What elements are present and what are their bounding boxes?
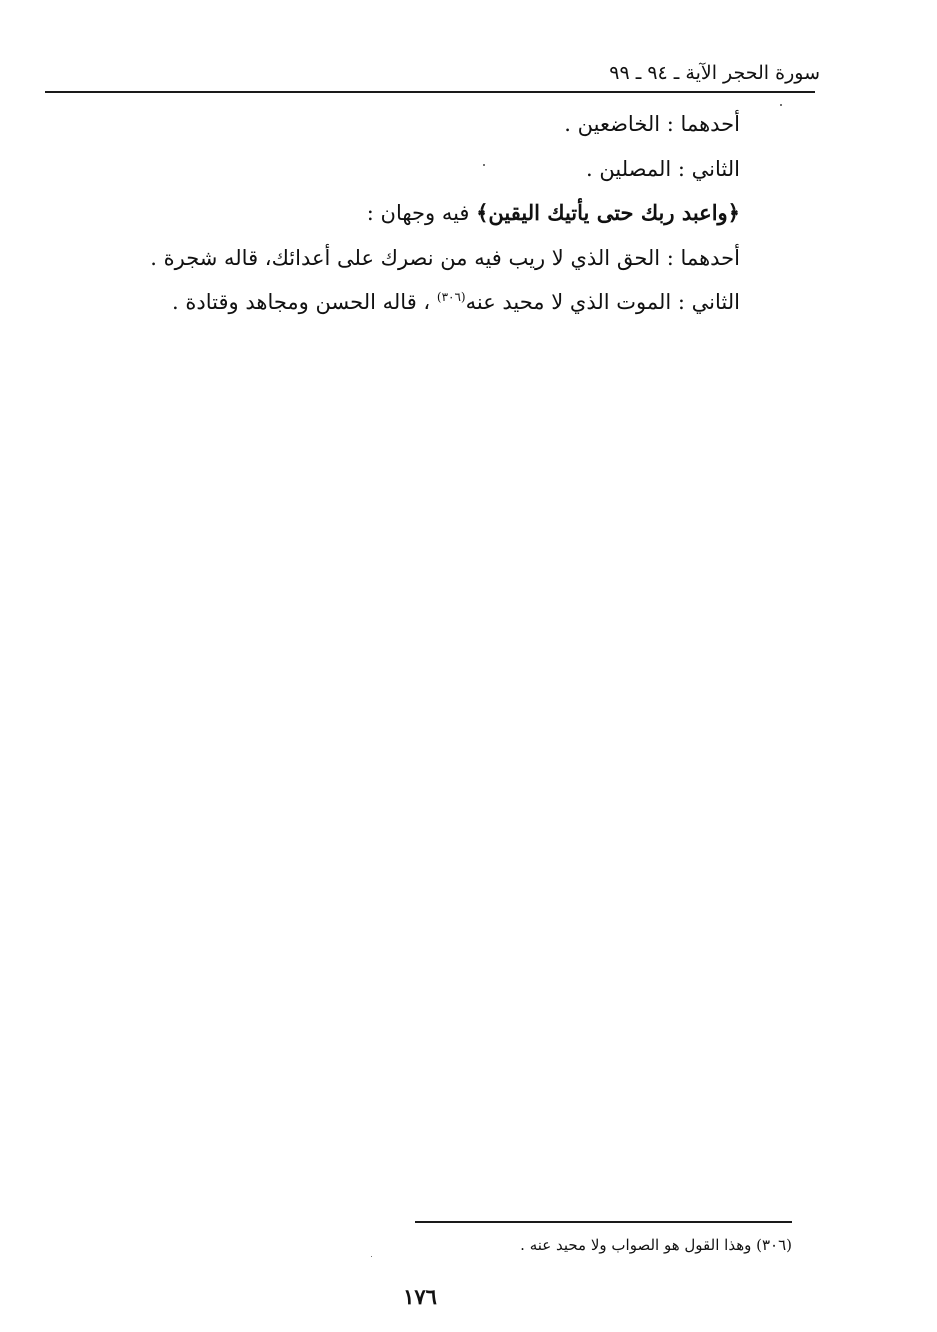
body-line-5 — [100, 280, 740, 325]
page-number: ١٧٦ — [403, 1284, 437, 1309]
quran-verse: ﴿واعبد ربك حتى يأتيك اليقين﴾ — [476, 200, 740, 225]
footnote: (٣٠٦) وهذا القول هو الصواب ولا محيد عنه . — [520, 1236, 792, 1254]
body-line-3 — [100, 191, 740, 236]
scan-speck — [780, 104, 782, 106]
scan-speck — [371, 1256, 372, 1257]
header-rule — [45, 91, 815, 93]
body-line-5-end: ، قاله الحسن ومجاهد وقتادة . — [172, 290, 437, 314]
footnote-reference: (٣٠٦) — [436, 290, 466, 304]
body-line-4: أحدهما : الحق الذي لا ريب فيه من نصرك على أعدائك، قاله شجرة . — [150, 245, 740, 270]
scan-speck — [483, 164, 485, 166]
body-line-5-start: الثاني : الموت الذي لا محيد عنه — [465, 290, 740, 314]
body-line-1: أحدهما : الخاضعين . — [564, 112, 740, 136]
footnote-rule — [415, 1221, 792, 1223]
verse-commentary: فيه وجهان : — [366, 201, 477, 225]
body-text — [100, 102, 740, 325]
running-header: سورة الحجر الآية ـ ٩٤ ـ ٩٩ — [609, 62, 820, 84]
body-line-2: الثاني : المصلين . — [586, 156, 740, 181]
